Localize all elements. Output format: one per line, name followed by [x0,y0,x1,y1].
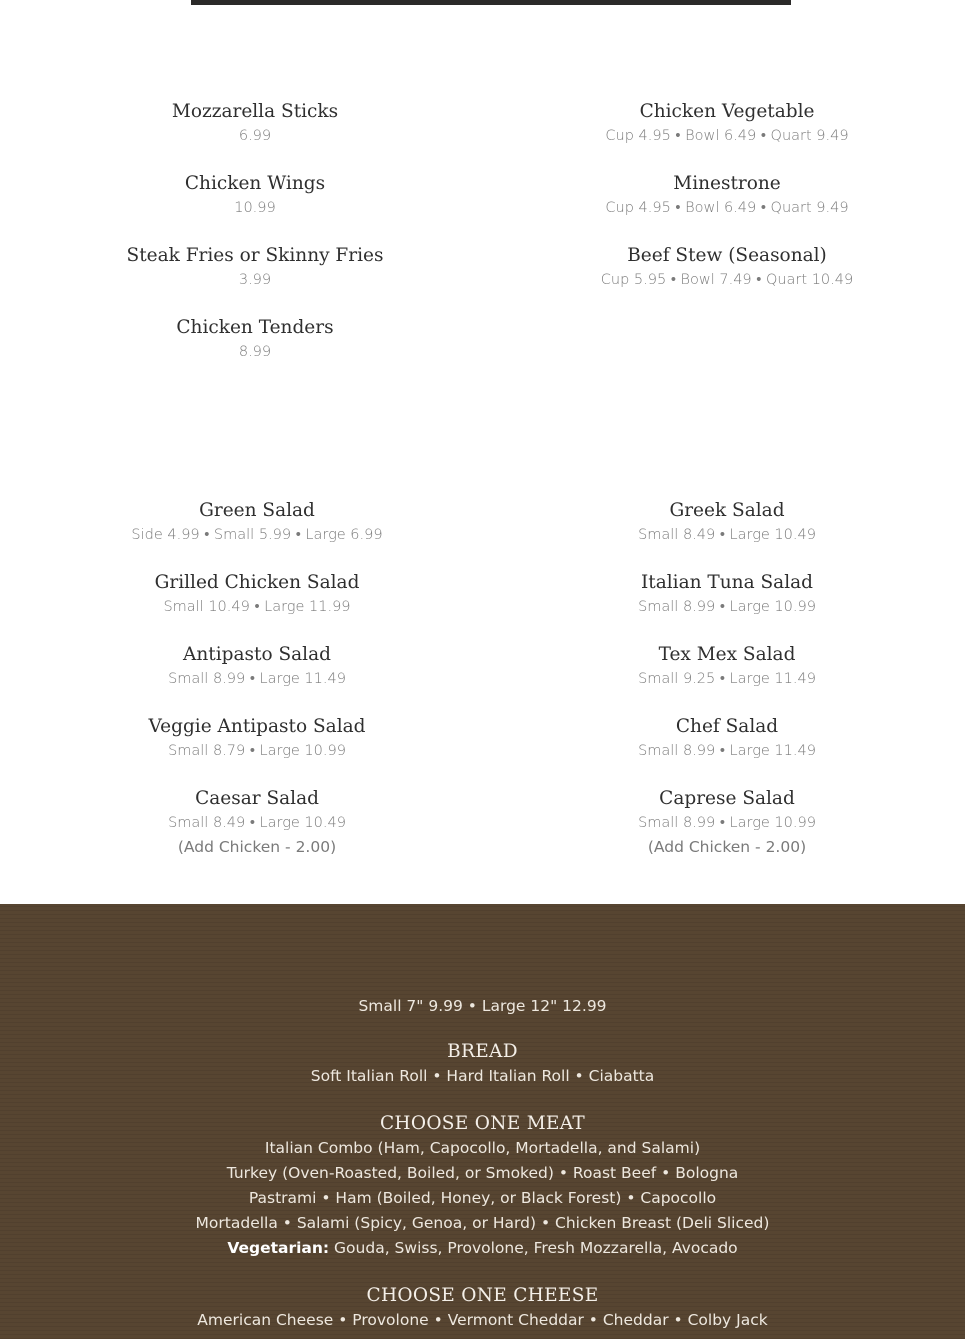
item-name: Steak Fries or Skinny Fries [126,245,384,266]
meat-line: Mortadella • Salami (Spicy, Genoa, or Hard) • Chicken Breast (Deli Sliced) [195,1214,770,1232]
item-name: Grilled Chicken Salad [154,572,360,593]
item-note: (Add Chicken - 2.00) [647,838,807,856]
item-name: Mozzarella Sticks [171,101,339,122]
menu-item [492,100,962,172]
appetizers-column [20,100,490,388]
item-price: 3.99 [238,272,272,288]
bread-options: Soft Italian Roll • Hard Italian Roll • Ciabatta [310,1067,655,1085]
item-name: Veggie Antipasto Salad [148,716,366,737]
menu-item [20,100,490,172]
item-name: Caprese Salad [659,788,795,809]
salads-right-column [492,499,962,860]
menu-item [20,172,490,244]
cheese-line: American Cheese • Provolone • Vermont Cheddar • Cheddar • Colby Jack [197,1311,768,1329]
item-name: Beef Stew (Seasonal) [627,245,827,266]
item-price: Small 8.49 • Large 10.49 [638,527,816,543]
item-price: Small 10.49 • Large 11.99 [163,599,351,615]
item-name: Chicken Tenders [176,317,334,338]
item-name: Green Salad [199,500,315,521]
menu-item [492,787,962,860]
menu-item [492,499,962,571]
item-name: Minestrone [673,173,781,194]
vegetarian-options: Gouda, Swiss, Provolone, Fresh Mozzarella, Avocado [334,1239,738,1257]
menu-item [22,643,492,715]
menu-item [22,787,492,860]
item-name: Greek Salad [669,500,785,521]
soups-column [492,100,962,316]
menu-item [492,643,962,715]
meat-line: Italian Combo (Ham, Capocollo, Mortadella, and Salami) [264,1139,701,1157]
menu-item [492,571,962,643]
menu-item [22,715,492,787]
vegetarian-line [0,1236,965,1261]
salads-left-column [22,499,492,860]
item-price: Small 8.99 • Large 10.99 [638,815,816,831]
cheese-heading: CHOOSE ONE CHEESE [366,1285,599,1306]
item-price: Small 8.79 • Large 10.99 [168,743,346,759]
item-name: Chicken Wings [184,173,326,194]
item-price: Small 9.25 • Large 11.49 [638,671,816,687]
item-price: Cup 5.95 • Bowl 7.49 • Quart 10.49 [600,272,854,288]
menu-item [22,571,492,643]
item-price: Cup 4.95 • Bowl 6.49 • Quart 9.49 [605,128,849,144]
meat-line: Turkey (Oven-Roasted, Boiled, or Smoked) • Roast Beef • Bologna [226,1164,739,1182]
menu-item [492,172,962,244]
item-price: Small 8.99 • Large 10.99 [638,599,816,615]
item-note: (Add Chicken - 2.00) [177,838,337,856]
menu-item [22,499,492,571]
sandwich-size-prices: Small 7" 9.99 • Large 12" 12.99 [358,997,607,1015]
item-price: Cup 4.95 • Bowl 6.49 • Quart 9.49 [605,200,849,216]
item-name: Chicken Vegetable [639,101,815,122]
item-price: Small 8.99 • Large 11.49 [638,743,816,759]
bread-heading: BREAD [447,1041,518,1062]
item-name: Antipasto Salad [183,644,331,665]
sandwich-section [0,904,965,1339]
item-name: Tex Mex Salad [658,644,796,665]
item-price: Small 8.99 • Large 11.49 [168,671,346,687]
menu-item [20,316,490,388]
item-price: 8.99 [238,344,272,360]
item-name: Chef Salad [675,716,779,737]
item-price: 10.99 [234,200,276,216]
vegetarian-label: Vegetarian: [227,1239,330,1257]
top-divider-bar [191,0,791,5]
item-price: Side 4.99 • Small 5.99 • Large 6.99 [131,527,383,543]
menu-item [20,244,490,316]
item-price: 6.99 [238,128,272,144]
item-name: Caesar Salad [195,788,319,809]
item-name: Italian Tuna Salad [640,572,813,593]
meat-line: Pastrami • Ham (Boiled, Honey, or Black Forest) • Capocollo [248,1189,717,1207]
menu-item [492,244,962,316]
meat-heading: CHOOSE ONE MEAT [379,1113,586,1134]
item-price: Small 8.49 • Large 10.49 [168,815,346,831]
menu-item [492,715,962,787]
